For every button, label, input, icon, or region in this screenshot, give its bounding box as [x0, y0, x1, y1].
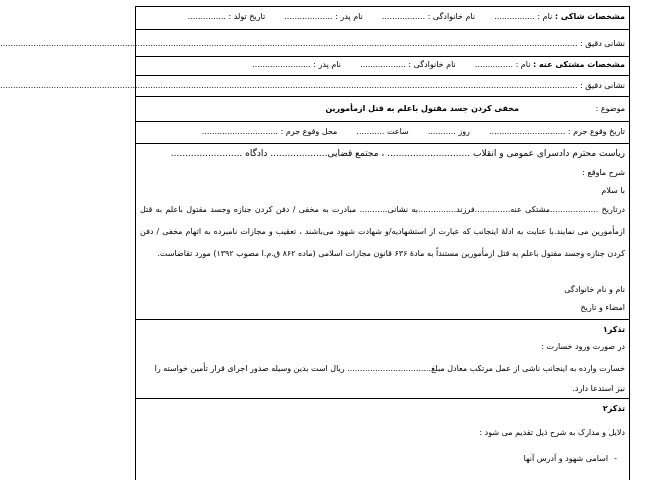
- crime-day[interactable]: روز ...........: [427, 127, 470, 136]
- accused-family[interactable]: نام خانوادگی : ..................: [360, 60, 456, 69]
- sharh-label: شرح ماوقع :: [582, 168, 625, 177]
- note1-line2: خسارت وارده به اینجانب ناشی از عمل مرتکب معادل مبلغ................................. ریال است بدین وسیله صدور اجرای قرار تأمین خواسته را: [154, 364, 625, 373]
- note1-section: [136, 320, 629, 399]
- accused-name[interactable]: نام : ...............: [474, 60, 531, 69]
- complainant-name[interactable]: نام : ................: [494, 12, 553, 21]
- crime-hour[interactable]: ساعت ...........: [356, 127, 409, 136]
- court-address-line: ریاست محترم دادسرای عمومی و انقلاب ............................. ، مجتمع قضایی.................... دادگاه .........................: [170, 149, 625, 159]
- accused-father[interactable]: نام پدر : .......................: [252, 60, 341, 69]
- note1-title: تذکر۱: [602, 325, 625, 334]
- note1-line3: نیز استدعا دارد.: [572, 384, 625, 393]
- crime-date-row: [136, 122, 629, 144]
- accused-heading: مشخصات مشتکی عنه :: [532, 60, 625, 69]
- complainant-row: [136, 7, 629, 30]
- complainant-address[interactable]: نشانی دقیق : ...................................................................................................................................................................................................................................: [0, 39, 625, 48]
- complainant-heading: مشخصات شاکی :: [554, 12, 625, 21]
- complaint-paragraph: درتاریخ ...................مشتکی عنه..............فرزند...............به نشانی........... مبادرت به مخفی / دفن کردن جنازه وجسد مقتول باعلم به قتل ازمأمورین می نمایند.با عنایت به ادلهٔ اینجانب که عبارت از استشهادیه/و شهادت شهود می‌باشند ، تعقیب و مجازات نامبرده به اتهام مخفی / دفن کردن جنازه وجسد مقتول باعلم به قتل ازمأمورین مستنداً به مادهٔ ۶۳۶ قانون مجازات اسلامی (ماده ۸۶۲ ق.م.ا مصوب ۱۳۹۲) مورد تقاضاست.: [140, 205, 625, 258]
- subject-value: مخفی کردن جسد مقتول باعلم به قتل ازمأمورین: [325, 104, 519, 113]
- note2-line1: دلایل و مدارک به شرح ذیل تقدیم می شود :: [479, 428, 625, 437]
- accused-row: [136, 57, 629, 76]
- subject-row: [136, 97, 629, 122]
- signature-date-label: امضاء و تاریخ: [580, 303, 625, 312]
- note2-title: تذکر۲: [602, 404, 625, 413]
- complainant-father[interactable]: نام پدر : ...................: [284, 12, 363, 21]
- complainant-birth[interactable]: تاریخ تولد : ...............: [187, 12, 266, 21]
- greeting: با سلام: [601, 186, 625, 195]
- subject-label: موضوع :: [595, 104, 625, 113]
- crime-place[interactable]: محل وقوع جرم : ..............................: [201, 127, 338, 136]
- complainant-address-row: [0, 30, 629, 57]
- complainant-family[interactable]: نام خانوادگی : .................: [381, 12, 476, 21]
- note1-line1: در صورت ورود خسارت :: [541, 342, 625, 351]
- crime-date[interactable]: تاریخ وقوع جرم : ..............................: [489, 127, 625, 136]
- body-section: [136, 144, 629, 320]
- note2-item1-text: اسامی شهود و آدرس آنها: [523, 454, 609, 463]
- note2-section: [136, 399, 629, 481]
- complaint-form: [0, 6, 630, 480]
- name-family-label: نام و نام خانوادگی: [564, 285, 625, 294]
- accused-address-row: [0, 76, 629, 97]
- accused-address[interactable]: نشانی دقیق : ...................................................................................................................................................................................................................................: [0, 81, 625, 90]
- note2-item1: -اسامی شهود و آدرس آنها: [523, 454, 617, 463]
